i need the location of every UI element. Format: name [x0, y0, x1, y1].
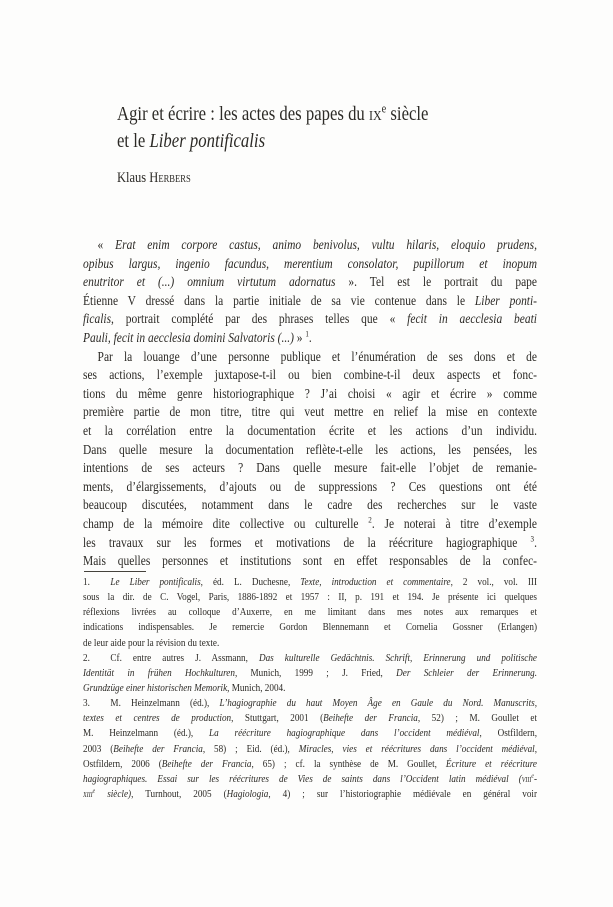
text-line — [83, 605, 537, 620]
text-run: , 2 vol., vol. III — [450, 576, 537, 588]
text-line — [83, 666, 537, 681]
text-run: Miracles, vies et réécritures dans l’occident médiéval — [298, 742, 535, 755]
text-run: . — [534, 534, 537, 550]
text-line — [83, 590, 537, 605]
text-run: , 4) ; sur l’historiographie médiévale en général voir — [268, 787, 537, 800]
text-line — [83, 422, 537, 441]
text-run: , Ostfildern, — [479, 727, 537, 740]
article-body — [83, 236, 537, 571]
text-run: ficalis — [83, 311, 112, 327]
text-run: La réécriture hagiographique dans l’occident médiéval — [209, 727, 480, 740]
text-run: Étienne V dressé dans la partie initiale de sa vie contenue dans le — [83, 292, 475, 308]
text-line — [83, 515, 537, 534]
text-line — [83, 496, 537, 515]
text-line — [83, 292, 537, 311]
text-run: hagiographiques. Essai sur les réécritures de Vies de saints dans l’Occident latin médiéval ( — [83, 772, 522, 785]
text-run: Hagiologia — [226, 787, 269, 800]
text-line — [83, 636, 537, 651]
text-run: 3 — [530, 534, 535, 544]
text-line — [83, 757, 537, 772]
text-line — [83, 552, 537, 571]
text-line — [117, 169, 597, 187]
footnote-2 — [83, 651, 537, 696]
text-line — [83, 385, 537, 404]
footnotes-section — [83, 575, 537, 802]
text-line — [83, 329, 537, 348]
text-run: Par la louange d’une personne publique et l’énumération de ses dons et de — [97, 348, 537, 364]
text-run: textes et centres de production — [83, 712, 232, 725]
text-run: Liber pontificalis — [149, 130, 266, 152]
text-run: intentions de ses acteurs ? Dans quelle mesure fait-elle l’objet de remanie- — [83, 460, 537, 476]
text-run: , portrait complété par des phrases telles que « — [111, 311, 408, 327]
footnote-3 — [83, 696, 537, 802]
text-line — [83, 441, 537, 460]
text-run: . — [308, 329, 312, 345]
text-run: viii — [521, 772, 532, 785]
text-run: Écriture et réécriture — [445, 757, 537, 770]
text-run: . Je noterai à titre d’exemple — [371, 515, 537, 531]
text-run: , 58) ; Eid. (éd.), — [202, 742, 299, 755]
text-line — [83, 366, 537, 385]
text-line — [83, 681, 537, 696]
text-run: opibus largus, ingenio facundus, merentium consolator, pupillorum et inopum — [83, 255, 537, 271]
text-run: indications indispensables. Je remercie Gordon Blennemann et Cornelia Gossner (Erlangen) — [83, 621, 537, 634]
text-run: Le Liber pontificalis — [110, 576, 201, 588]
text-run: e — [381, 102, 387, 116]
text-line — [83, 711, 537, 726]
text-run: Cf. entre autres J. Assmann, — [110, 651, 259, 664]
text-run: champ de la mémoire dite collective ou culturelle — [83, 515, 369, 531]
text-line — [83, 787, 537, 802]
text-run: Der Schleier der Erinnerung. — [396, 666, 537, 679]
text-line — [83, 255, 537, 274]
text-line — [83, 403, 537, 422]
text-run: Grundzüge einer historischen Memorik — [83, 681, 228, 694]
text-run: » — [293, 329, 306, 345]
text-run: xiii — [83, 787, 93, 800]
footnote-separator — [84, 571, 146, 572]
text-run: M. Heinzelmann (éd.), — [83, 727, 210, 740]
footnote-1 — [83, 575, 537, 651]
text-run: et le — [117, 130, 150, 152]
text-run: « — [97, 237, 116, 252]
text-run: Klaus H — [117, 170, 159, 186]
text-run: Beihefte der Francia — [161, 757, 252, 770]
text-run: beaucoup discutées, notamment dans le cadre des recherches sur le vaste — [83, 497, 537, 513]
text-line — [83, 651, 537, 666]
text-line — [83, 620, 537, 635]
text-run: 3. — [83, 697, 90, 710]
text-run: , — [534, 742, 537, 755]
text-run: Agir et écrire : les actes des papes du — [117, 104, 369, 125]
text-run: ments, d’élargissements, d’ajouts ou de suppressions ? Ces questions ont été — [83, 478, 537, 494]
text-line — [83, 459, 537, 478]
text-run: siècle) — [95, 787, 132, 800]
text-run: L’hagiographie du haut Moyen Âge en Gaule du Nord. Manuscrits, — [219, 697, 537, 710]
text-line — [117, 129, 597, 156]
text-run: Texte, introduction et commentaire — [300, 576, 451, 588]
text-run: 1. — [83, 576, 90, 588]
text-run: , Munich, 1999 ; J. Fried, — [234, 666, 397, 679]
text-run: enutritor et (...) omnium virtutum adornatus — [83, 274, 336, 290]
text-run: M. Heinzelmann (éd.), — [110, 697, 220, 710]
text-line — [83, 696, 537, 711]
text-run: de leur aide pour la révision du texte. — [83, 636, 220, 649]
text-line — [83, 310, 537, 329]
text-run: , Turnhout, 2005 ( — [131, 787, 227, 800]
text-run: et la corrélation entre la documentation écrite et les actions d’un individu. — [83, 422, 537, 438]
text-run: première partie de mon titre, titre qui veut mettre en relief la mise en contexte — [83, 404, 537, 420]
text-run: Das kulturelle Gedächtnis. Schrift, Erinnerung und politische — [258, 651, 537, 664]
text-run: , Stuttgart, 2001 ( — [231, 712, 324, 725]
text-run: Beihefte der Francia — [323, 712, 418, 725]
paragraph-1 — [83, 236, 537, 348]
text-run: - — [533, 772, 537, 785]
text-run: , 52) ; M. Goullet et — [417, 712, 537, 725]
text-run: Pauli, fecit in aecclesia domini Salvatoris (...) — [83, 329, 294, 345]
text-run: Ostfildern, 2006 ( — [83, 757, 162, 770]
text-run: réflexions livrées au colloque d’Auxerre, en me limitant dans mes notes aux remarques et — [83, 606, 537, 619]
text-line — [83, 348, 537, 367]
text-run: , Munich, 2004. — [227, 681, 286, 694]
text-line — [83, 478, 537, 497]
text-run: siècle — [386, 104, 429, 125]
text-run: fecit in aecclesia beati — [407, 311, 537, 327]
text-run: les travaux sur les formes et motivations de la réécriture hagiographique — [83, 534, 531, 550]
text-run: sous la dir. de C. Vogel, Paris, 1886-1892 et 1957 : II, p. 191 et 194. Je présente ici quelques — [83, 591, 537, 604]
text-line — [83, 575, 537, 590]
text-run: erbers — [158, 170, 191, 186]
text-run: 2003 ( — [83, 742, 114, 755]
text-run: ix — [368, 104, 382, 125]
text-run: ses actions, l’exemple juxtapose-t-il ou bien combine-t-il deux aspects et fonc- — [83, 367, 537, 383]
text-run: 2 — [368, 515, 372, 525]
text-line — [83, 772, 537, 787]
text-line — [83, 534, 537, 553]
text-run: e — [531, 772, 534, 780]
text-line — [117, 102, 597, 129]
text-run: , 65) ; cf. la synthèse de M. Goullet, — [251, 757, 446, 770]
text-run: e — [92, 787, 96, 795]
text-run: tions du même genre historiographique ? J’ai choisi « agir et écrire » comme — [83, 385, 537, 401]
author-name — [117, 169, 597, 187]
text-run: Dans quelle mesure la documentation reflète-t-elle les actions, les pensées, les — [83, 441, 537, 457]
text-run: 2. — [83, 651, 90, 664]
text-run: Liber ponti- — [474, 292, 537, 308]
text-line — [83, 742, 537, 757]
text-run: Beihefte der Francia — [113, 742, 203, 755]
text-run: Mais quelles personnes et institutions sont en effet responsables de la confec- — [83, 553, 537, 569]
paragraph-2 — [83, 348, 537, 571]
text-line — [83, 236, 537, 255]
text-run: 1 — [305, 329, 309, 339]
text-run: Erat enim corpore castus, animo benivolus, vultu hilaris, eloquio prudens, — [115, 237, 537, 252]
text-line — [83, 273, 537, 292]
text-run: , éd. L. Duchesne, — [200, 576, 301, 588]
article-title — [117, 102, 597, 155]
text-line — [83, 726, 537, 741]
text-run: Identität in frühen Hochkulturen — [83, 666, 235, 679]
text-run: ». Tel est le portrait du pape — [335, 274, 537, 290]
